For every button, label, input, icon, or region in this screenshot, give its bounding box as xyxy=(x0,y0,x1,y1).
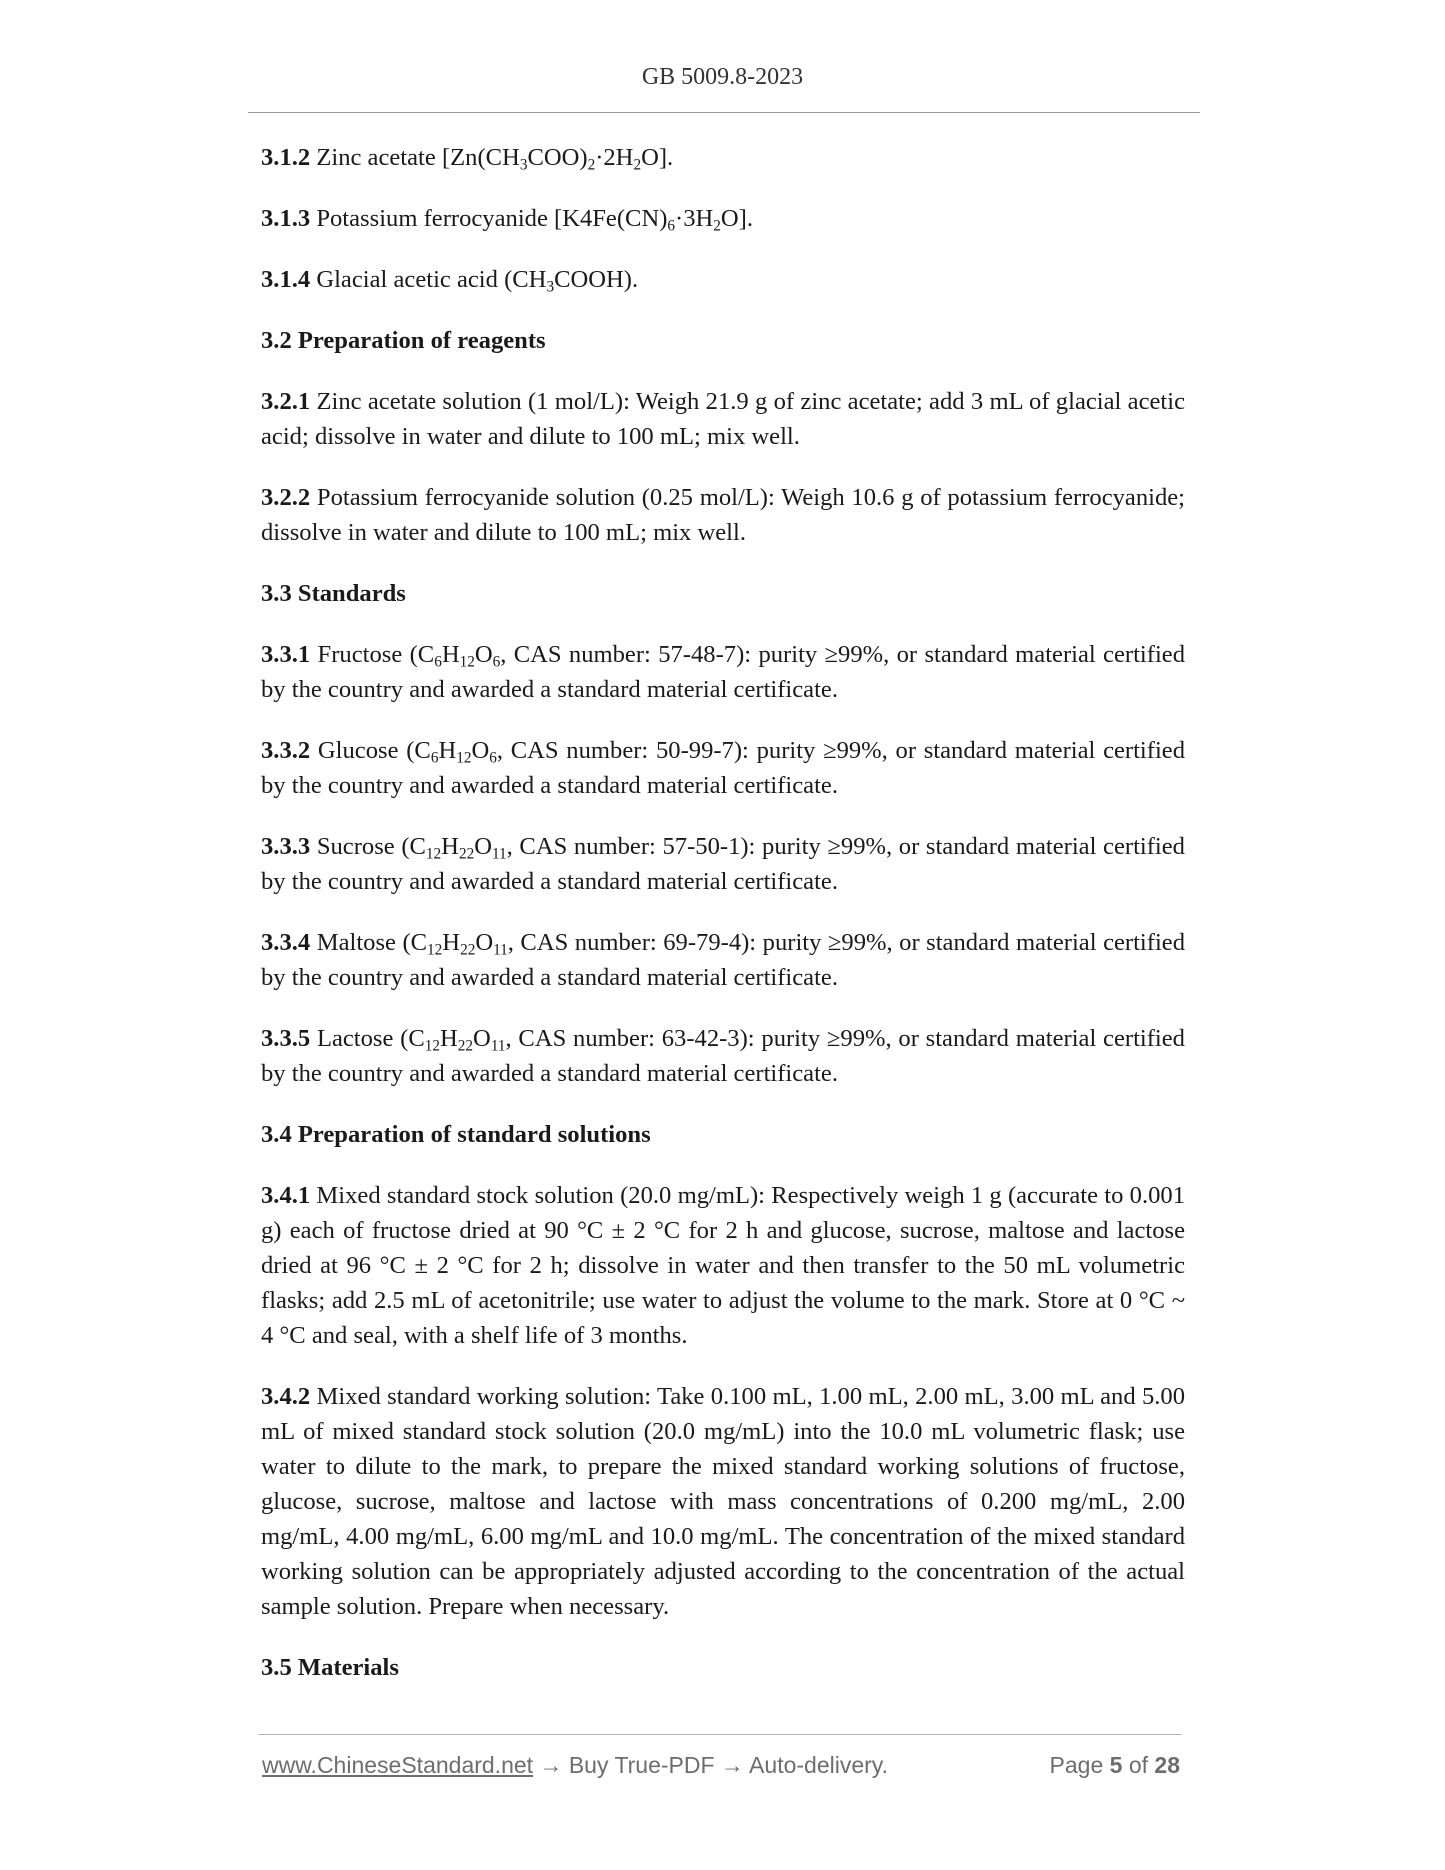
clause-3-2-2: 3.2.2 Potassium ferrocyanide solution (0.25 mol/L): Weigh 10.6 g of potassium ferrocyanide; dissolve in water and dilute to 100 mL; mix well. xyxy=(261,484,1185,546)
document-body xyxy=(261,140,1185,1711)
clause-3-3-3: 3.3.3 Sucrose ($C_{12}H_{22}O_{11}$, CAS number: 57-50-1): purity ≥99%, or standard material certified by the country and awarded a standard material certificate. xyxy=(261,833,1185,895)
clause-number: 3.3.3 xyxy=(261,833,311,860)
clause-3-3-5: 3.3.5 Lactose ($C_{12}H_{22}O_{11}$, CAS number: 63-42-3): purity ≥99%, or standard material certified by the country and awarded a standard material certificate. xyxy=(261,1025,1185,1087)
header-divider xyxy=(248,112,1200,113)
clause-3-3-4: 3.3.4 Maltose ($C_{12}H_{22}O_{11}$, CAS number: 69-79-4): purity ≥99%, or standard material certified by the country and awarded a standard material certificate. xyxy=(261,929,1185,991)
current-page-number: 5 xyxy=(1109,1752,1123,1778)
clause-number: 3.2.2 xyxy=(261,484,311,511)
running-header: GB 5009.8-2023 xyxy=(641,64,804,90)
clause-number: 3.1.2 xyxy=(261,144,311,171)
clause-3-1-2: 3.1.2 Zinc acetate $[Zn(CH_3COO)_2\cdot 2H_2O]$. xyxy=(261,144,674,174)
clause-3-1-4: 3.1.4 Glacial acetic acid $(CH_3COOH)$. xyxy=(261,266,639,296)
clause-3-3-1: 3.3.1 Fructose ($C_6H_{12}O_6$, CAS number: 57-48-7): purity ≥99%, or standard material certified by the country and awarded a standard material certificate. xyxy=(261,641,1185,703)
total-page-count: 28 xyxy=(1154,1752,1180,1778)
clause-number: 3.3.2 xyxy=(261,737,311,764)
section-heading-3-4: 3.4 Preparation of standard solutions xyxy=(261,1121,651,1148)
clause-number: 3.3.4 xyxy=(261,929,311,956)
clause-3-4-1: 3.4.1 Mixed standard stock solution (20.0 mg/mL): Respectively weigh 1 g (accurate to 0.001 g) each of fructose dried at 90 °C ± 2 °C for 2 h and glucose, sucrose, maltose and lactose dried at 96 °C ± 2 °C for 2 h; dissolve in water and then transfer to the 50 mL volumetric flasks; add 2.5 mL of acetonitrile; use water to adjust the volume to the mark. Store at 0 °C ~ 4 °C and seal, with a shelf life of 3 months. xyxy=(261,1182,1185,1349)
section-heading-3-5: 3.5 Materials xyxy=(261,1654,399,1681)
page-footer xyxy=(262,1752,1180,1786)
clause-number: 3.1.4 xyxy=(261,266,311,293)
footer-divider xyxy=(258,1734,1182,1735)
clause-3-2-1: 3.2.1 Zinc acetate solution (1 mol/L): Weigh 21.9 g of zinc acetate; add 3 mL of glacial acetic acid; dissolve in water and dilute to 100 mL; mix well. xyxy=(261,388,1185,450)
clause-3-1-3: 3.1.3 Potassium ferrocyanide $[K4Fe(CN)_6\cdot 3H_2O]$. xyxy=(261,205,754,235)
footer-promo: www.ChineseStandard.net → Buy True-PDF → Auto-delivery. xyxy=(262,1752,888,1778)
clause-number: 3.3.1 xyxy=(261,641,311,668)
section-heading-3-2: 3.2 Preparation of reagents xyxy=(261,327,546,354)
clause-number: 3.4.2 xyxy=(261,1383,311,1410)
clause-number: 3.4.1 xyxy=(261,1182,311,1209)
clause-3-4-2: 3.4.2 Mixed standard working solution: Take 0.100 mL, 1.00 mL, 2.00 mL, 3.00 mL and 5.00 mL of mixed standard stock solution (20.0 mg/mL) into the 10.0 mL volumetric flask; use water to dilute to the mark, to prepare the mixed standard working solutions of fructose, glucose, sucrose, maltose and lactose with mass concentrations of 0.200 mg/mL, 2.00 mg/mL, 4.00 mg/mL, 6.00 mg/mL and 10.0 mg/mL. The concentration of the mixed standard working solution can be appropriately adjusted according to the concentration of the actual sample solution. Prepare when necessary. xyxy=(261,1383,1185,1620)
clause-number: 3.1.3 xyxy=(261,205,311,232)
clause-number: 3.3.5 xyxy=(261,1025,311,1052)
section-heading-3-3: 3.3 Standards xyxy=(261,580,406,607)
clause-3-3-2: 3.3.2 Glucose ($C_6H_{12}O_6$, CAS number: 50-99-7): purity ≥99%, or standard material certified by the country and awarded a standard material certificate. xyxy=(261,737,1185,799)
chinesestandard-link[interactable]: www.ChineseStandard.net xyxy=(262,1752,534,1778)
page-indicator: Page 5 of 28 xyxy=(1049,1752,1180,1778)
clause-number: 3.2.1 xyxy=(261,388,311,415)
